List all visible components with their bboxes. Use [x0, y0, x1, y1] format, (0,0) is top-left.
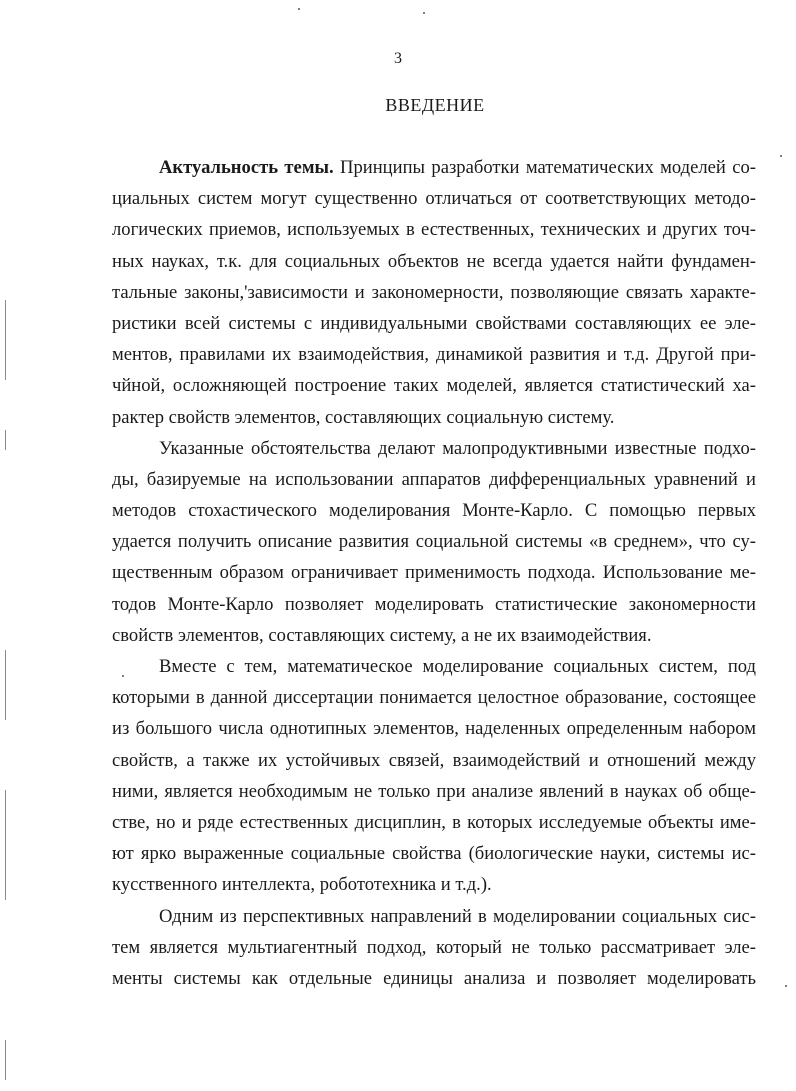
- paragraph-2-line: тодов Монте-Карло позволяет моделировать статистические закономерности: [112, 593, 756, 615]
- scan-speck: [785, 985, 787, 987]
- body-text: [112, 152, 756, 994]
- page-number: 3: [394, 50, 402, 67]
- paragraph-3-line: стве, но и ряде естественных дисциплин, в которых исследуемые объекты име-: [112, 811, 756, 833]
- paragraph-1-lead: Актуальность темы.: [159, 157, 334, 178]
- paragraph-3-line: ют ярко выраженные социальные свойства (биологические науки, системы ис-: [112, 843, 756, 865]
- scan-margin-mark: [5, 790, 6, 900]
- paragraph-2-line: свойств элементов, составляющих систему, а не их взаимодействия.: [112, 624, 652, 646]
- paragraph-1-line: ристики всей системы с индивидуальными свойствами составляющих ее эле-: [112, 312, 756, 334]
- paragraph-1-line: ных науках, т.к. для социальных объектов не всегда удается найти фундамен-: [112, 250, 756, 272]
- scan-margin-mark: [5, 300, 6, 380]
- paragraph-4-line: Одним из перспективных направлений в моделировании социальных сис-: [159, 905, 756, 927]
- scan-margin-mark: [5, 1040, 6, 1080]
- paragraph-3-line: из большого числа однотипных элементов, наделенных определенным набором: [112, 718, 756, 740]
- paragraph-4-line: тем является мультиагентный подход, который не только рассматривает эле-: [112, 936, 756, 958]
- paragraph-4-line: менты системы как отдельные единицы анализа и позволяет моделировать: [112, 967, 756, 989]
- paragraph-1-line-1: Актуальность темы. Принципы разработки математических моделей со-: [159, 157, 756, 178]
- page-title: ВВЕДЕНИЕ: [385, 95, 485, 115]
- paragraph-2-line: ды, базируемые на использовании аппаратов дифференциальных уравнений и: [112, 468, 756, 490]
- paragraph-3-line: которыми в данной диссертации понимается целостное образование, состоящее: [112, 687, 756, 709]
- paragraph-1-line: рактер свойств элементов, составляющих социальную систему.: [112, 406, 615, 428]
- paragraph-2-line: методов стохастического моделирования Монте-Карло. С помощью первых: [112, 500, 756, 522]
- paragraph-2-line: удается получить описание развития социальной системы «в среднем», что су-: [112, 531, 756, 553]
- paragraph-2-line: щественным образом ограничивает применимость подхода. Использование ме-: [112, 562, 756, 584]
- paragraph-1-line: логических приемов, используемых в естественных, технических и других точ-: [112, 219, 756, 241]
- paragraph-1-line: чйной, осложняющей построение таких моделей, является статистический ха-: [112, 375, 756, 397]
- paragraph-3-line: Вместе с тем, математическое моделирование социальных систем, под: [159, 656, 756, 677]
- scan-margin-mark: [5, 650, 6, 720]
- scan-speck: [780, 155, 782, 157]
- paragraph-3-line: свойств, а также их устойчивых связей, взаимодействий и отношений между: [112, 749, 756, 771]
- scan-speck: [423, 12, 425, 14]
- scan-margin-mark: [5, 430, 6, 450]
- paragraph-2-line: Указанные обстоятельства делают малопродуктивными известные подхо-: [159, 437, 756, 459]
- paragraph-1-line: ментов, правилами их взаимодействия, динамикой развития и т.д. Другой при-: [112, 344, 756, 366]
- scan-speck: [122, 675, 124, 677]
- paragraph-1-line: циальных систем могут существенно отличаться от соответствующих методо-: [112, 188, 756, 210]
- paragraph-3-line: ними, является необходимым не только при анализе явлений в науках об обще-: [112, 780, 756, 802]
- paragraph-3-line: кусственного интеллекта, робототехника и т.д.).: [112, 874, 492, 896]
- scan-speck: [298, 8, 300, 10]
- paragraph-1-line: тальные законы,'зависимости и закономерности, позволяющие связать характе-: [112, 281, 756, 303]
